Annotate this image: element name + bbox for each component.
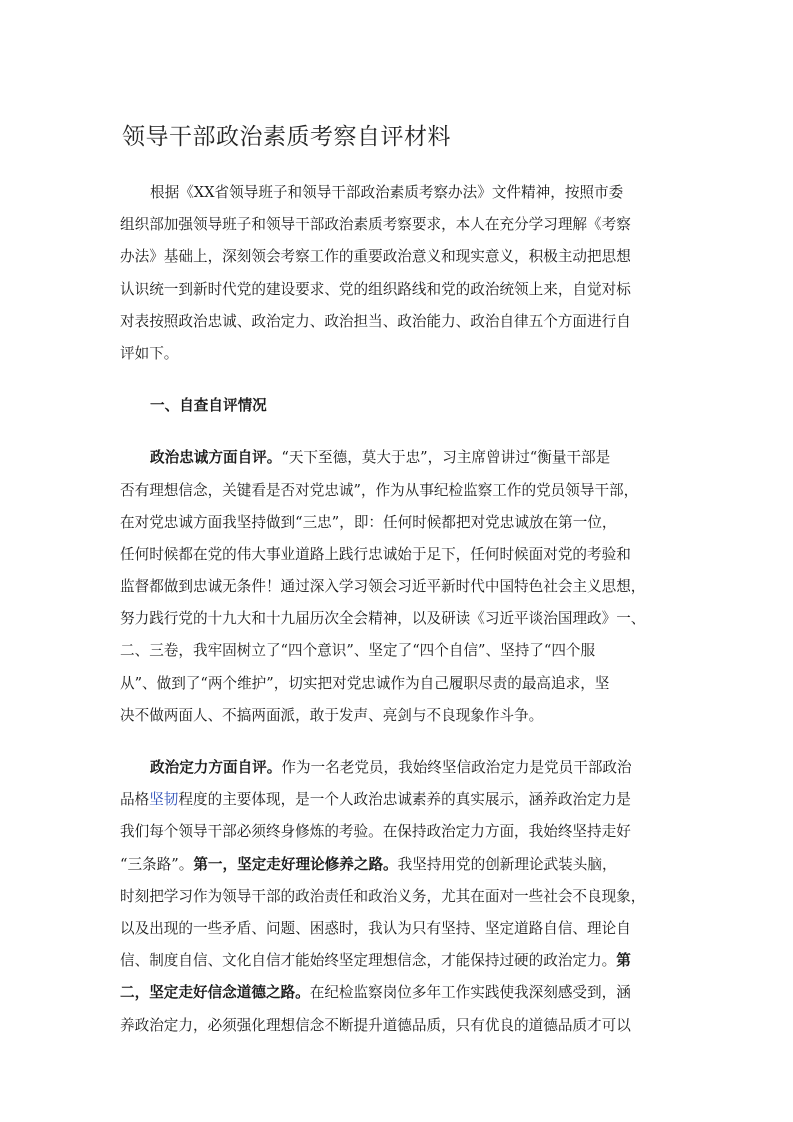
text-line: 组织部加强领导班子和领导干部政治素质考察要求，本人在充分学习理解《考察 (120, 216, 631, 234)
text-line: 时刻把学习作为领导干部的政治责任和政治义务，尤其在面对一些社会不良现象， (120, 887, 646, 905)
text-line: 监督都做到忠诚无条件！通过深入学习领会习近平新时代中国特色社会主义思想， (120, 578, 646, 596)
text-line (120, 752, 678, 784)
text-span: 品格 (120, 791, 150, 809)
text-line (120, 442, 678, 474)
intro-paragraph (120, 177, 678, 370)
text-span: “天下至德，莫大于忠”，习主席曾讲过“衡量干部是 (281, 449, 611, 467)
text-line: 努力践行党的十九大和十九届历次全会精神，以及研读《习近平谈治国理政》一、 (120, 610, 646, 628)
text-line (120, 849, 678, 881)
text-line: 以及出现的一些矛盾、问题、困惑时，我认为只有坚持、坚定道路自信、理论自 (120, 919, 631, 937)
text-line: 从”、做到了“两个维护”，切实把对党忠诚作为自己履职尽责的最高追求，坚 (120, 674, 610, 692)
text-span: 我坚持用党的创新理论武装头脑， (397, 855, 617, 873)
text-line (120, 945, 678, 977)
document-body (120, 177, 678, 1042)
section-heading: 一、自查自评情况 (150, 397, 267, 415)
text-span: 程度的主要体现，是一个人政治忠诚素养的真实展示，涵养政治定力是 (178, 791, 631, 809)
bold-phrase: 第 (616, 952, 631, 970)
text-line: 任何时候都在党的伟大事业道路上践行忠诚始于足下，任何时候面对党的考验和 (120, 545, 631, 563)
text-line: 根据《XX省领导班子和领导干部政治素质考察办法》文件精神，按照市委 (150, 184, 624, 201)
highlighted-word-link[interactable]: 坚韧 (149, 791, 179, 809)
loyalty-paragraph (120, 442, 678, 732)
paragraph-lead: 政治忠诚方面自评。 (150, 449, 282, 467)
text-line: 否有理想信念，关键看是否对党忠诚”，作为从事纪检监察工作的党员领导干部， (120, 481, 639, 499)
document-title: 领导干部政治素质考察自评材料 (122, 124, 451, 150)
stability-paragraph (120, 752, 678, 1042)
paragraph-lead: 政治定力方面自评。 (150, 759, 282, 776)
text-line: 办法》基础上，深刻领会考察工作的重要政治意义和现实意义，积极主动把思想 (120, 248, 631, 266)
text-span: 在纪检监察岗位多年工作实践使我深刻感受到，涵 (309, 984, 631, 1002)
bold-phrase: 二，坚定走好信念道德之路。 (120, 984, 310, 1002)
text-line: 二、三卷，我牢固树立了“四个意识”、坚定了“四个自信”、坚持了“四个服 (120, 642, 596, 660)
bold-phrase: 第一，坚定走好理论修养之路。 (193, 855, 398, 873)
text-line: 在对党忠诚方面我坚持做到“三忠”，即：任何时候都把对党忠诚放在第一位， (120, 513, 617, 531)
text-span: 作为一名老党员，我始终坚信政治定力是党员干部政治 (281, 759, 632, 776)
text-line (120, 784, 678, 816)
text-line: 我们每个领导干部必须终身修炼的考验。在保持政治定力方面，我始终坚持走好 (120, 823, 631, 841)
text-line: 评如下。 (120, 344, 179, 362)
text-line (120, 977, 678, 1009)
text-span: “三条路”。 (120, 855, 194, 873)
text-span: 信、制度自信、文化自信才能始终坚定理想信念，才能保持过硬的政治定力。 (120, 952, 617, 970)
text-line: 养政治定力，必须强化理想信念不断提升道德品质，只有优良的道德品质才可以 (120, 1016, 631, 1034)
text-line: 认识统一到新时代党的建设要求、党的组织路线和党的政治统领上来，自觉对标 (120, 280, 631, 298)
text-line: 决不做两面人、不搞两面派，敢于发声、亮剑与不良现象作斗争。 (120, 706, 544, 724)
text-line: 对表按照政治忠诚、政治定力、政治担当、政治能力、政治自律五个方面进行自 (120, 312, 631, 330)
